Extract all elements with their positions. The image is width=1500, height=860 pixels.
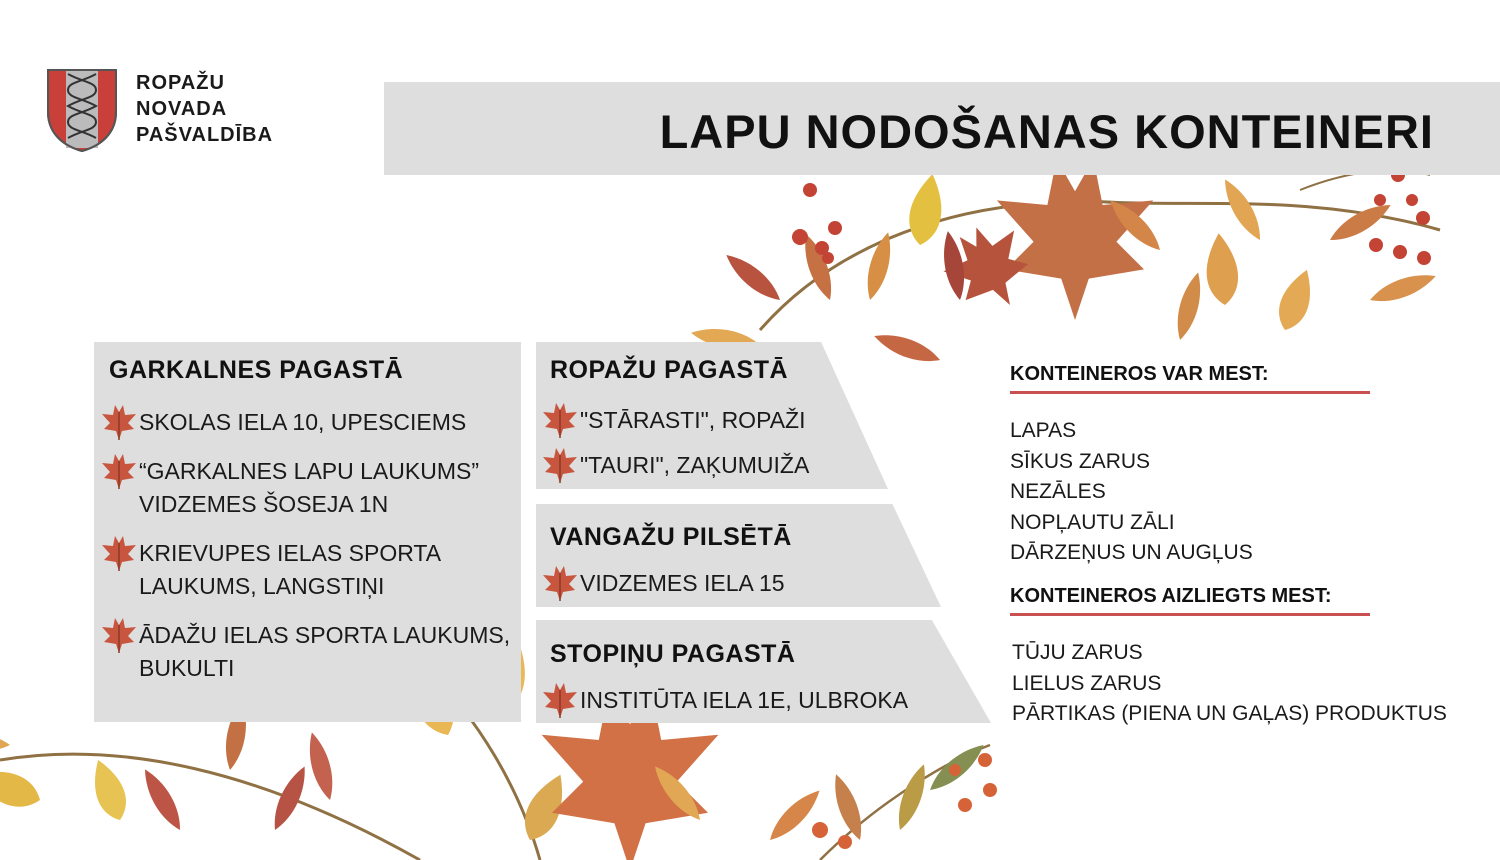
garkalne-region-panel	[94, 342, 521, 722]
location-line: LAUKUMS, LANGSTIŅI	[139, 573, 385, 599]
org-line: PAŠVALDĪBA	[136, 124, 274, 146]
region-title: STOPIŅU PAGASTĀ	[550, 640, 796, 668]
list-item: NOPĻAUTU ZĀLI	[1010, 510, 1175, 534]
list-item: LIELUS ZARUS	[1012, 671, 1162, 695]
maple-leaf-icon	[101, 404, 137, 440]
location-item	[139, 537, 441, 603]
maple-leaf-icon	[542, 447, 578, 483]
list-item: NEZĀLES	[1010, 480, 1106, 503]
allowed-section	[1010, 363, 1370, 569]
title-banner	[384, 82, 1500, 175]
location-item	[139, 406, 466, 439]
forbidden-list	[1010, 638, 1447, 730]
region-title: ROPAŽU PAGASTĀ	[550, 356, 789, 384]
location-item	[139, 455, 479, 521]
location-line: "STĀRASTI", ROPAŽI	[580, 407, 806, 433]
organization-name	[136, 70, 273, 148]
location-line: SKOLAS IELA 10, UPESCIEMS	[139, 409, 467, 435]
location-line: KRIEVUPES IELAS SPORTA	[139, 540, 442, 566]
location-line: ĀDAŽU IELAS SPORTA LAUKUMS,	[139, 622, 511, 648]
region-title: VANGAŽU PILSĒTĀ	[550, 523, 792, 551]
location-item	[580, 684, 908, 717]
maple-leaf-icon	[101, 453, 137, 489]
maple-leaf-icon	[542, 565, 578, 601]
maple-leaf-icon	[101, 617, 137, 653]
list-item: TŪJU ZARUS	[1012, 641, 1143, 664]
location-line: VIDZEMES IELA 15	[580, 570, 785, 596]
location-line: BUKULTI	[139, 655, 235, 681]
location-line: “GARKALNES LAPU LAUKUMS”	[139, 458, 479, 484]
list-item: SĪKUS ZARUS	[1010, 449, 1151, 473]
location-item	[580, 449, 809, 482]
location-item	[139, 619, 510, 685]
org-line: ROPAŽU	[136, 72, 225, 94]
forbidden-heading: KONTEINEROS AIZLIEGTS MEST:	[1010, 585, 1332, 607]
list-item: LAPAS	[1010, 419, 1077, 442]
allowed-heading: KONTEINEROS VAR MEST:	[1010, 363, 1269, 385]
page-title: LAPU NODOŠANAS KONTEINERI	[659, 105, 1434, 158]
location-item	[580, 404, 806, 437]
allowed-underline	[1010, 391, 1370, 394]
upper-foliage-cluster	[690, 159, 1440, 368]
forbidden-section	[1010, 585, 1447, 730]
location-line: INSTITŪTA IELA 1E, ULBROKA	[580, 687, 909, 713]
region-title: GARKALNES PAGASTĀ	[109, 356, 404, 384]
org-line: NOVADA	[136, 98, 228, 120]
maple-leaf-icon	[101, 535, 137, 571]
maple-leaf-icon	[542, 402, 578, 438]
location-line: VIDZEMES ŠOSEJA 1N	[139, 491, 389, 517]
forbidden-underline	[1010, 613, 1370, 616]
list-item: PĀRTIKAS (PIENA UN GAĻAS) PRODUKTUS	[1012, 702, 1447, 725]
location-item	[580, 567, 785, 600]
maple-leaf-icon	[542, 682, 578, 718]
allowed-list	[1010, 416, 1370, 569]
list-item: DĀRZEŅUS UN AUGĻUS	[1010, 541, 1253, 564]
braided-coat-of-arms-icon	[46, 68, 118, 152]
location-line: "TAURI", ZAĶUMUIŽA	[580, 452, 810, 478]
